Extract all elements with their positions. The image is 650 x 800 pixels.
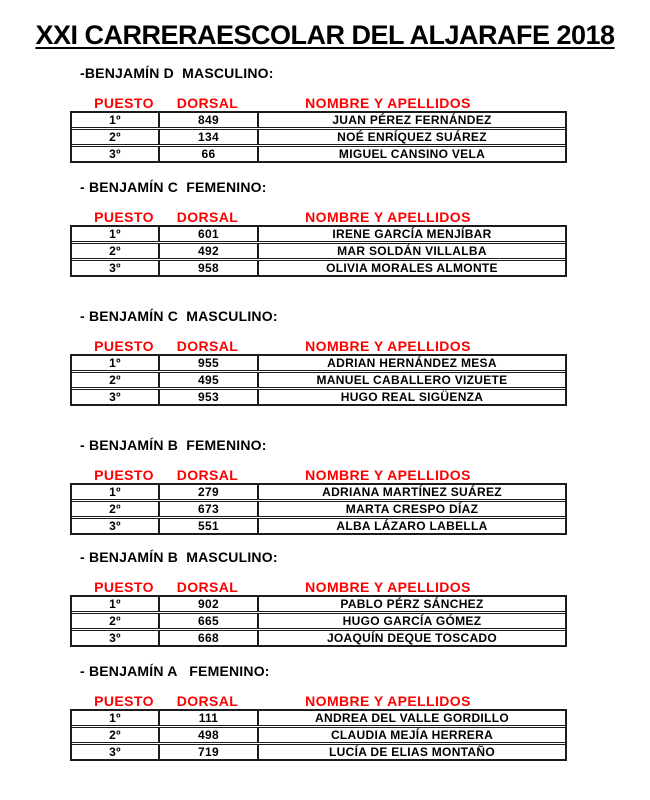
table-row [72,611,565,628]
cell-nombre: JOAQUÍN DEQUE TOSCADO [257,631,565,645]
column-header-nombre: NOMBRE Y APELLIDOS [305,338,471,354]
cell-puesto: 3º [109,390,121,404]
column-header-puesto: PUESTO [94,338,154,354]
category-section [0,438,650,535]
cell-dorsal: 673 [158,502,257,516]
cell-dorsal: 601 [158,227,257,241]
table-header-row [70,581,567,594]
table-row [72,113,565,127]
cell-puesto: 2º [109,373,121,387]
section-heading: -BENJAMÍN D MASCULINO: [80,65,274,81]
results-table [70,354,567,406]
cell-dorsal: 492 [158,244,257,258]
cell-puesto: 1º [109,711,121,725]
cell-dorsal: 958 [158,261,257,275]
cell-puesto: 2º [109,244,121,258]
table-row [72,387,565,404]
cell-nombre: ANDREA DEL VALLE GORDILLO [257,711,565,725]
column-header-puesto: PUESTO [94,209,154,225]
cell-puesto: 3º [109,261,121,275]
cell-nombre: ADRIAN HERNÁNDEZ MESA [257,356,565,370]
cell-dorsal: 902 [158,597,257,611]
section-heading: - BENJAMÍN B FEMENINO: [80,437,267,453]
table-row [72,241,565,258]
cell-dorsal: 498 [158,728,257,742]
cell-puesto: 2º [109,728,121,742]
cell-dorsal: 955 [158,356,257,370]
cell-nombre: IRENE GARCÍA MENJÍBAR [257,227,565,241]
category-section [0,66,650,163]
column-header-nombre: NOMBRE Y APELLIDOS [305,693,471,709]
cell-puesto: 2º [109,614,121,628]
cell-nombre: ADRIANA MARTÍNEZ SUÁREZ [257,485,565,499]
table-row [72,258,565,275]
table-row [72,628,565,645]
cell-dorsal: 134 [158,130,257,144]
results-table [70,709,567,761]
cell-dorsal: 665 [158,614,257,628]
table-row [72,725,565,742]
cell-nombre: MARTA CRESPO DÍAZ [257,502,565,516]
cell-dorsal: 111 [158,711,257,725]
cell-dorsal: 668 [158,631,257,645]
cell-nombre: MIGUEL CANSINO VELA [257,147,565,161]
category-section [0,309,650,406]
table-header-row [70,340,567,353]
column-header-dorsal: DORSAL [176,338,239,354]
section-heading: - BENJAMÍN C MASCULINO: [80,308,278,324]
table-row [72,485,565,499]
table-row [72,711,565,725]
cell-dorsal: 719 [158,745,257,759]
table-header-row [70,695,567,708]
cell-dorsal: 66 [158,147,257,161]
cell-nombre: ALBA LÁZARO LABELLA [257,519,565,533]
table-header-row [70,211,567,224]
column-header-nombre: NOMBRE Y APELLIDOS [305,579,471,595]
column-header-dorsal: DORSAL [176,579,239,595]
cell-puesto: 1º [109,113,121,127]
results-table [70,225,567,277]
cell-nombre: HUGO REAL SIGÜENZA [257,390,565,404]
column-header-puesto: PUESTO [94,95,154,111]
cell-nombre: NOÉ ENRÍQUEZ SUÁREZ [257,130,565,144]
table-header-row [70,97,567,110]
cell-puesto: 1º [109,356,121,370]
cell-nombre: MANUEL CABALLERO VIZUETE [257,373,565,387]
category-section [0,550,650,647]
cell-nombre: MAR SOLDÁN VILLALBA [257,244,565,258]
table-row [72,516,565,533]
column-header-puesto: PUESTO [94,467,154,483]
cell-dorsal: 953 [158,390,257,404]
column-header-puesto: PUESTO [94,693,154,709]
cell-dorsal: 551 [158,519,257,533]
results-table [70,111,567,163]
cell-puesto: 3º [109,147,121,161]
category-section [0,180,650,277]
cell-puesto: 2º [109,130,121,144]
cell-nombre: OLIVIA MORALES ALMONTE [257,261,565,275]
cell-puesto: 2º [109,502,121,516]
table-row [72,227,565,241]
section-heading: - BENJAMÍN B MASCULINO: [80,549,278,565]
column-header-puesto: PUESTO [94,579,154,595]
cell-nombre: HUGO GARCÍA GÓMEZ [257,614,565,628]
table-row [72,144,565,161]
column-header-dorsal: DORSAL [176,467,239,483]
results-table [70,595,567,647]
sections-container [0,66,650,761]
cell-puesto: 3º [109,519,121,533]
table-row [72,356,565,370]
cell-puesto: 1º [109,485,121,499]
table-row [72,127,565,144]
section-heading: - BENJAMÍN C FEMENINO: [80,179,267,195]
column-header-dorsal: DORSAL [176,209,239,225]
section-heading: - BENJAMÍN A FEMENINO: [80,663,270,679]
category-section [0,664,650,761]
page-title: XXI CARRERAESCOLAR DEL ALJARAFE 2018 [35,20,615,50]
table-row [72,499,565,516]
table-row [72,742,565,759]
cell-nombre: JUAN PÉREZ FERNÁNDEZ [257,113,565,127]
table-header-row [70,469,567,482]
cell-puesto: 3º [109,631,121,645]
cell-puesto: 3º [109,745,121,759]
table-row [72,597,565,611]
results-table [70,483,567,535]
column-header-nombre: NOMBRE Y APELLIDOS [305,95,471,111]
cell-puesto: 1º [109,227,121,241]
cell-nombre: PABLO PÉRZ SÁNCHEZ [257,597,565,611]
cell-dorsal: 495 [158,373,257,387]
column-header-nombre: NOMBRE Y APELLIDOS [305,209,471,225]
cell-dorsal: 849 [158,113,257,127]
table-row [72,370,565,387]
cell-nombre: LUCÍA DE ELIAS MONTAÑO [257,745,565,759]
column-header-dorsal: DORSAL [176,693,239,709]
cell-dorsal: 279 [158,485,257,499]
document-page [0,20,650,761]
column-header-dorsal: DORSAL [176,95,239,111]
cell-nombre: CLAUDIA MEJÍA HERRERA [257,728,565,742]
column-header-nombre: NOMBRE Y APELLIDOS [305,467,471,483]
cell-puesto: 1º [109,597,121,611]
